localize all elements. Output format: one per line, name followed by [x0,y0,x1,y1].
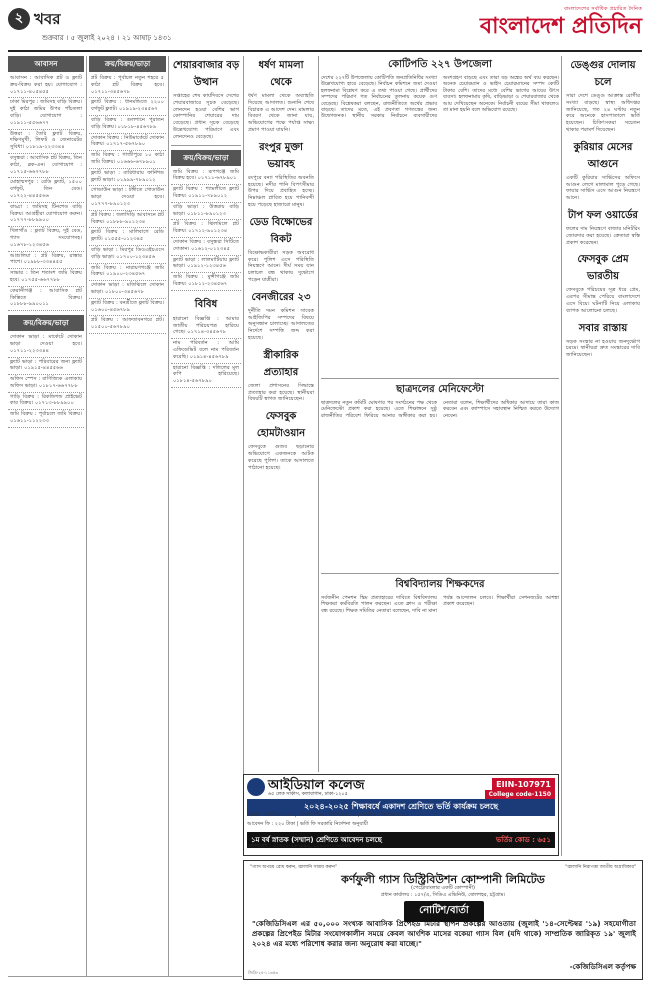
classified-ad: ফ্ল্যাট ভাড়া : বারিধারায় ফার্নিশড ফ্ল্যাট ভাড়া। ০১৯৯৯-৭৮৯০১২ [89,169,166,187]
notice-label: নোটিশ/বার্তা [404,901,484,922]
classified-ad: বাড়ি বিক্রয় : গুলশানে পুরাতন বাড়ি বিক্রয়। ০১৮১৮-৪৫৬৭৮৯ [89,116,166,134]
company-address: প্রধান কার্যালয় : ১৫৭/এ, সিডিএ এভিনিউ, ষোলশহর, চট্টগ্রাম। [380,892,506,898]
bottom-rule [8,976,242,977]
classified-ad: ফ্ল্যাট বিক্রয় : ধানমন্ডিতে ২২০০ বর্গফুট ফ্ল্যাট। ০১৯১৯-২৩৪৫৬৭ [89,98,166,116]
lead-body: দেশের ২২৭টি উপজেলায় কোটিপতি জনপ্রতিনিধির সংখ্যা উল্লেখযোগ্য হারে বেড়েছে। নির্বাচন কমিশনে জমা দেওয়া হলফনামা বিশ্লেষণ করে এ তথ্য পাওয়া গেছে। প্রার্থীদের সম্পদের পরিমাণ গত নির্বাচনের তুলনায় কয়েক গুণ বেড়েছে। বিশ্লেষকরা বলছেন, রাজনীতিতে অর্থের প্রভাব বাড়ছে। তাদের মতে, এই প্রবণতা গণতন্ত্রের জন্য উদ্বেগজনক। স্থানীয় সরকার নির্বাচনে ব্যবসায়ীদের অংশগ্রহণ বাড়ছে এবং তারা বড় অঙ্কের অর্থ ব্যয় করছেন। অনেক চেয়ারম্যান ও ভাইস চেয়ারম্যানের সম্পদ কোটি টাকার বেশি। তাদের মধ্যে বেশির ভাগের আয়ের উৎস ব্যবসা। হলফনামায় কৃষি, বাড়িভাড়া ও শেয়ারবাজার থেকে আয় দেখিয়েছেন অনেকে। নির্বাচনী ব্যয়ের সীমা থাকলেও তা মানা হয়নি বলে অভিযোগ রয়েছে। [321,75,559,120]
news-headline: কুরিয়ার মেসের আগুনে [573,141,633,170]
logo-tagline: বাংলাদেশের সর্বাধিক প্রচারিত দৈনিক [563,6,642,12]
notice-reference: জিডি-২৪-১১৩৫৩ [248,970,278,975]
news-headline: বেনজীরের ২৩ [251,291,311,303]
classified-ad: প্লট বিক্রয় : পূর্বাচল নতুন শহরে ৫ কাঠা প্লট বিক্রয় হবে। ০১৭১১-৩৪৫৬৭৮ [89,74,166,98]
news-body: বিক্ষোভকারীরা সড়ক অবরোধ করে। পুলিশ এসে পরিস্থিতি নিয়ন্ত্রণে আনে। দীর্ঘ সময় যান চলাচল বন্ধ থাকায় দুর্ভোগে পড়েন যাত্রীরা। [248,249,314,283]
news-headline: রংপুর মুক্তা ভয়াবহ [259,141,303,170]
column-rule [561,56,562,856]
classified-ad: বাড়ি ভাড়া : উত্তরায় বাড়ি ভাড়া। ০১৮১১-৮৯০১২৩ [171,203,241,221]
classified-ad: দোকান ভাড়া : মতিঝিলে দোকান ভাড়া। ০১৮০০-৩৪৫৬৭৮ [89,281,166,299]
admission-fee: আবেদন ফি : ২২০ টাকা | ভর্তি ফি সরকারি নির্দেশনা অনুযায়ী [247,821,369,827]
college-code-badge: College code-1150 [485,790,555,799]
classified-ad: বাড়ি ভাড়া : মিরপুর ডিওএইচএসে বাড়ি ভাড়া। ০১৭০০-১২৩৪৫৬ [89,246,166,264]
news-body: ফেসবুকে গুজব ছড়ানোর অভিযোগে একজনকে আটক করেছে পুলিশ। তাকে আদালতে পাঠানো হয়েছে। [248,444,314,471]
classified-ad: গাড়ি বিক্রয় : রিকন্ডিশন্ড প্রাইভেট কার বিক্রয়। ০১৭১৩-৮৮৯৯০০ [8,393,84,411]
college-contact: যোগাযোগ : ০১৭১১-৫৬৭৮৯০, ০১৯১১-২৩৪৫৬৭ [247,843,351,849]
classified-ad: মোহাম্মদপুর : রেডি ফ্ল্যাট, ১৫০০ বর্গফুট, তিন বেড। ০১৭২২-৪৪৫৫৬৬ [8,178,84,202]
column-1 [8,56,84,976]
news-body: ফলের দাম নিয়ন্ত্রণে বাজার মনিটরিং জোরদার করা হয়েছে। ক্রেতারা স্বস্তি প্রকাশ করেছেন। [566,225,640,246]
section-title: খবর [34,10,61,28]
news-headline: সবার রাস্তায় [578,322,628,334]
admission-session-banner: ২০২৪-২০২৫ শিক্ষাবর্ষে একাদশ শ্রেণিতে ভর্তি কার্যক্রম চলছে [247,799,555,816]
news-body: সড়ক সংস্কার না হওয়ায় জনদুর্ভোগ চরমে। স্থানীয়রা দ্রুত সংস্কারের দাবি জানিয়েছেন। [566,338,640,359]
news-headline: বিশ্ববিদ্যালয় শিক্ষকদের [395,579,485,590]
dateline: শুক্রবার । ৫ জুলাই ২০২৪ । ২১ আষাঢ় ১৪৩১ [42,34,172,42]
news-body: একটি কুরিয়ার সার্ভিসের অফিসে আগুন লেগে মালামাল পুড়ে গেছে। ফায়ার সার্ভিস এসে আগুন নিয়ন্ত্রণে আনে। [566,174,640,202]
classified-ad: হারানো বিজ্ঞপ্তি : আমার জাতীয় পরিচয়পত্র হারিয়ে গেছে। ০১৭১৪-৩৪৫৬৭৮ [171,315,241,339]
classified-ad: ফ্ল্যাট বিক্রয় : বনশ্রীতে ফ্ল্যাট বিক্রয়। ০১৬০০-৪৫৬৭৮৯ [89,299,166,317]
column-rule [318,56,319,772]
classified-ad: ফ্ল্যাট বিক্রয় : মালিবাগে রেডি ফ্ল্যাট। ০১৫৫৫-০১২৩৪৫ [89,228,166,246]
classified-ad: জমি বিক্রয় : মুন্সীগঞ্জে জমি বিক্রয়। ০১৮১২-২৩৪৫৬৭ [171,273,241,291]
gas-company-notice [243,860,643,980]
company-subtitle: (পেট্রোবাংলার একটি কোম্পানী) [411,885,475,891]
news-body: সারা দেশে ডেঙ্গু আক্রান্ত রোগীর সংখ্যা বাড়ছে। স্বাস্থ্য অধিদপ্তর জানিয়েছে, গত ২৪ ঘণ্টায় নতুন করে অনেকে হাসপাতালে ভর্তি হয়েছেন। চিকিৎসকরা সচেতন থাকার পরামর্শ দিয়েছেন। [566,93,640,133]
classified-ad: আশুলিয়া : প্লট বিক্রয়, রাস্তার পাশে। ০১৯৮৮-৩৩৪৪৫৫ [8,252,84,270]
category-heading: আবাসন [8,56,84,72]
admission-code: ভর্তির কোড : ৬৫১ [496,836,551,844]
classified-ad: সাভার : তিন শতাংশ জমি বিক্রয় হবে। ০১৭৫৫-৬৬৭৭৮৮ [8,269,84,287]
college-admission-ad [243,774,559,856]
column-7 [564,56,642,856]
news-body: জেলা প্রশাসনের সিদ্ধান্তে প্রত্যাহার করা হয়েছে। স্থানীয়রা বিষয়টি স্বাগত জানিয়েছেন। [248,382,314,403]
column-3 [171,56,241,976]
classified-ad: দোকান বিক্রয় : নিউমার্কেটে দোকান বিক্রয়। ০১৭১৭-৫৬৭৮৯০ [89,134,166,152]
divider [321,573,559,574]
slogan-right: "জ্বালানি নিরাপত্তা জাতীয় অগ্রাধিকার" [565,865,636,870]
classified-ad: নাম পরিবর্তন : আমি এফিডেভিট বলে নাম পরিবর্তন করেছি। ০১৯১৪-৪৫৬৭৮৯ [171,339,241,363]
news-body: ফেসবুকে পরিচয়ের সূত্র ধরে প্রেম, এরপর সীমান্ত পেরিয়ে বাংলাদেশে এসে বিয়ে। ঘটনাটি নিয়ে এলাকায় ব্যাপক আলোচনা চলছে। [566,287,640,314]
classified-ad: ফ্ল্যাট ভাড়া : লালমাটিয়ায় ফ্ল্যাট ভাড়া। ০১৯১২-১২৩৪৫৬ [171,256,241,274]
admission-requirements: বিজ্ঞান : জিপিএ ৫.০০ | ব্যবসায় শিক্ষা : জিপিএ ৫.০০ | মানবিক : জিপিএ ৫.০০ [247,812,409,818]
logo-name: বাংলাদেশ প্রতিদিন [479,13,642,39]
classified-ad: ফ্ল্যাট বিক্রয় : শ্যামলীতে ফ্ল্যাট বিক্রয়। ০১৯১১-৭৮৯০১২ [171,185,241,203]
classified-ad: ঢাকা মিরপুর : জমিসহ বাড়ি বিক্রয়। দুই কাঠা জমির উপর পাঁচতলা বাড়ি। যোগাযোগ : ০১৯১১-৫৫৬৬৭৭ [8,98,84,129]
notice-signature: -কেজিডিসিএল কর্তৃপক্ষ [569,963,636,971]
column-rule [168,56,169,976]
category-heading: ক্রয়/বিক্রয়/ভাড়া [89,56,166,72]
newspaper-logo [480,6,642,38]
divider [321,378,559,379]
news-headline: ফেসবুক প্রেম ভারতীয় [577,254,629,283]
news-headline: শেয়ারবাজার বড় উত্থান [172,60,240,88]
classified-ad: খিলগাঁও : ফ্ল্যাট বিক্রয়, দুই বেড, গ্যাস সংযোগসহ। ০১৬৭৮-১২৩৪৫৬ [8,227,84,251]
news-body: রংপুরে বন্যা পরিস্থিতির অবনতি হয়েছে। নদীর পানি বিপৎসীমার উপর দিয়ে প্রবাহিত হচ্ছে। নিম্নাঞ্চল প্লাবিত হয়ে পানিবন্দী হয়ে পড়েছে হাজারো মানুষ। [248,174,314,208]
news-headline: টাপ ফল ওয়ার্ডের [568,209,638,221]
classified-ad: দোকান ভাড়া : মার্কেটে দোকান ভাড়া দেওয়া হবে। ০১৭১১-২২৩৩৪৪ [8,333,84,357]
news-headline: স্ত্রীকারিক প্রত্যাহার [263,349,299,378]
news-body: ছাত্রদলের নতুন কমিটি ঘোষণার পর সংগঠনের পক্ষ থেকে মেনিফেস্টো প্রকাশ করা হয়েছে। এতে শিক্ষাঙ্গনে সুষ্ঠু রাজনীতির পরিবেশ ফিরিয়ে আনার অঙ্গীকার করা হয়। নেতারা বলেন, শিক্ষার্থীদের অধিকার আদায়ে তারা কাজ করবেন এবং ক্যাম্পাসে সহাবস্থান নিশ্চিত করতে উদ্যোগ নেবেন। [321,400,559,419]
category-heading: ক্রয়/বিক্রয়/ভাড়া [8,315,84,331]
news-body: সর্বজনীন পেনশন স্কিম প্রত্যাহারের দাবিতে বিশ্ববিদ্যালয় শিক্ষকরা কর্মবিরতি পালন করছেন। এতে ক্লাস ও পরীক্ষা বন্ধ রয়েছে। শিক্ষক সমিতির নেতারা বলেছেন, দাবি না মানা পর্যন্ত আন্দোলন চলবে। শিক্ষার্থীরা সেশনজটের আশঙ্কা প্রকাশ করেছেন। [321,595,559,614]
column-4 [246,56,316,772]
masthead-rule [8,50,642,52]
company-name: কর্ণফুলী গ্যাস ডিস্ট্রিবিউশন কোম্পানী লিমিটেড [341,873,545,886]
classified-ad: কেরানীগঞ্জ : আবাসিক প্লট কিস্তিতে বিক্রয়। ০১৮৮৮-৯৯০০১১ [8,287,84,311]
news-body: দুর্নীতি দমন কমিশন সাবেক আইজিপির সম্পদের বিষয়ে অনুসন্ধান চালাচ্ছে। আদালতের নির্দেশে সম্পত্তি জব্দ করা হয়েছে। [248,307,314,341]
lead-story [321,56,559,772]
classified-ad: হারানো বিজ্ঞপ্তি : দলিলের মূল কপি হারিয়েছে। ০১৮১৪-৫৬৭৮৯০ [171,364,241,388]
news-body: সপ্তাহের শেষ কার্যদিবসে দেশের শেয়ারবাজারে সূচক বেড়েছে। লেনদেন হওয়া বেশির ভাগ কোম্পানির শেয়ারের দাম বেড়েছে। প্রধান সূচক বেড়েছে উল্লেখযোগ্য পরিমাণে এবং লেনদেনও বেড়েছে। [173,93,239,140]
classified-ad: বসুন্ধরা : আবাসিক প্লট বিক্রয়, তিন কাঠা, ব্লক-এন। যোগাযোগ : ০১৭১৫-৬৬৭৭৮৮ [8,154,84,178]
eiin-badge: EIIN-107971 [492,778,555,791]
news-body: ধর্ষণ মামলা থেকে অব্যাহতি দিয়েছে আদালত। শুনানি শেষে বিচারক এ আদেশ দেন। মামলার বিবরণ থেকে জানা যায়, অভিযোগের পক্ষে পর্যাপ্ত সাক্ষ্য প্রমাণ পাওয়া যায়নি। [248,93,314,133]
lead-headline: কোটিপতি ২২৭ উপজেলা [388,59,492,70]
column-rule [243,56,244,856]
column-rule [86,56,87,976]
classified-ad: জমি বিক্রয় : গাজীপুরে ১০ কাঠা জমি বিক্রয়। ০১৬৬৬-৬৭৮৯০১ [89,151,166,169]
classified-ad: জমি বিক্রয় : নারায়ণগঞ্জে জমি বিক্রয়। ০১৯০০-২৩৪৫৬৭ [89,264,166,282]
college-logo-icon [247,778,265,796]
notice-message: "কেজিডিসিএল এর ৫০,০০০ সংখ্যক আবাসিক প্রিপেইড মিটার স্থাপন প্রকল্পের আওতায় (জুলাই '১৪-সেপ্টেম্বর '১৯) সহযোগীতা প্রকল্পের প্রিপেইড মিটার সংযোগকালীন সময়ে কেবল আংশিক মাসের বকেয়া গ্যাস বিল (যদি থাকে) সাম্প্রতিক জারিকৃত ১৯' জুলাই ২০২৪ এর মধ্যে পরিশোধ করার জন্য অনুরোধ করা যাচ্ছে।" [252,919,636,948]
honours-banner-text: ১ম বর্ষ স্নাতক (সম্মান) শ্রেণিতে আবেদন চলছে [251,836,382,844]
classified-ad: জমি বিক্রয় : পূর্বাচলে জমি বিক্রয়। ০১৬১১-১১২২৩৩ [8,410,84,428]
classified-ad: গোডাউন ভাড়া : টঙ্গীতে গোডাউন ভাড়া দেওয়া হবে। ০১৭৭৭-৮৯০১২৩ [89,186,166,210]
classified-ad: প্লট বিক্রয় : আফতাবনগরে প্লট। ০১৫০০-৫৬৭৮৯০ [89,316,166,334]
news-headline: বিবিধ [194,298,218,310]
classified-ad: জমি বিক্রয় : রূপগঞ্জে জমি বিক্রয় হবে। ০১৭১১-৬৭৮৯০১ [171,168,241,186]
news-headline: ফেসবুক হোমটাওয়ান [256,411,306,440]
classified-ad: প্লট বিক্রয় : ঝিলমিলে প্লট বিক্রয়। ০১৭১২-৯০১২৩৪ [171,220,241,238]
college-name: আইডিয়াল কলেজ [268,778,365,793]
divider [171,145,241,146]
news-headline: ধর্ষণ মামলা থেকে [258,60,304,88]
classified-ad: অফিস স্পেস : বাণিজ্যিক এলাকায় অফিস ভাড়া। ০১৮১৭-৬৬৭৭৮৮ [8,375,84,393]
news-headline: ছাত্রদলের মেনিফেস্টো [396,384,484,395]
page-number: ২ [8,8,30,30]
classified-ad: আবাসন : আবাসিক প্লট ও ফ্ল্যাট ক্রয়-বিক্রয় করা হয়। যোগাযোগ : ০১৭১১-৪০৫৪৫৫ [8,74,84,98]
classified-ad: দোকান বিক্রয় : বসুন্ধরা সিটিতে দোকান। ০১৬১২-০১২৩৪৫ [171,238,241,256]
classified-ad: বাড্ডা : জমিসহ টিনশেড বাড়ি বিক্রয়। আগ্রহীরা যোগাযোগ করুন। ০১৭৭৭-৮৮৯৯০০ [8,203,84,227]
column-2 [89,56,166,976]
news-headline: ডেঙ্গুর দোলায় চলে [570,60,636,88]
classified-ad: ফ্ল্যাট ভাড়া : পরিবারের জন্য ফ্ল্যাট ভাড়া। ০১৯১৫-৪৪৫৫৬৬ [8,358,84,376]
category-heading: ক্রয়/বিক্রয়/ভাড়া [171,150,241,166]
college-address: ৬৫ লেক সার্কাস, কলাবাগান, ঢাকা-১২০৫ [268,792,348,797]
classified-ad: প্লট বিক্রয় : জলসিঁড়ি আবাসনে প্লট বিক্রয়। ০১৮৮৮-৯০১২৩৪ [89,211,166,229]
slogan-left: "গ্যাস অপচয় রোধ করুন, জ্বালানি সাশ্রয় করুন" [250,865,338,870]
classified-ad: উত্তরা : তৈরি ফ্ল্যাট বিক্রয়, দক্ষিণমুখী, লিফট ও জেনারেটর সুবিধা। ০১৮১৯-২২৩৩৪৪ [8,130,84,154]
masthead [8,6,642,50]
news-headline: ডেড বিক্ষোভের বিকট [249,216,313,245]
